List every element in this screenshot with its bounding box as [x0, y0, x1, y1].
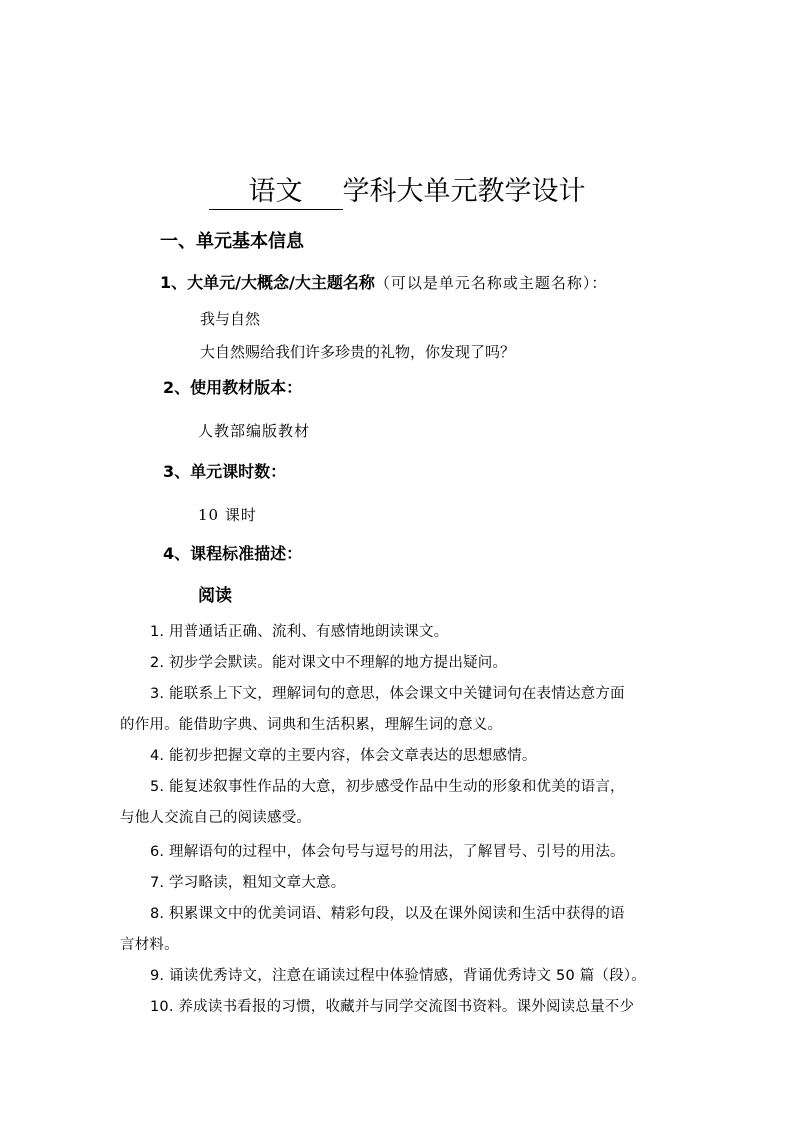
standard-line: 9. 诵读优秀诗文，注意在诵读过程中体验情感，背诵优秀诗文 50 篇（段）。 [150, 968, 646, 984]
document-title [0, 172, 794, 212]
standard-line: 3. 能联系上下文，理解词句的意思，体会课文中关键词句在表情达意方面 [150, 686, 625, 702]
title-suffix: 学科大单元教学设计 [342, 176, 586, 207]
item2-label: 2、使用教材版本： [163, 378, 303, 397]
standard-line: 10. 养成读书看报的习惯，收藏并与同学交流图书资料。课外阅读总量不少 [150, 999, 635, 1015]
standard-line: 7. 学习略读，粗知文章大意。 [150, 875, 346, 891]
class-hours: 10 课时 [198, 506, 257, 524]
standard-line: 5. 能复述叙事性作品的大意，初步感受作品中生动的形象和优美的语言， [150, 779, 625, 795]
item1-note: （可以是单元名称或主题名称）： [374, 274, 608, 292]
item2-heading [163, 375, 302, 401]
item1-label: 1、大单元/大概念/大主题名称 [160, 273, 375, 292]
section-heading-basic-info: 一、单元基本信息 [160, 231, 304, 252]
item3-label: 3、单元课时数： [163, 462, 287, 481]
standard-line: 与他人交流自己的阅读感受。 [120, 810, 312, 826]
textbook-version: 人教部编版教材 [198, 422, 311, 440]
reading-heading: 阅读 [198, 586, 232, 606]
standard-line: 言材料。 [120, 937, 179, 953]
title-subject: 语文 [209, 175, 343, 210]
standard-line: 8. 积累课文中的优美词语、精彩句段，以及在课外阅读和生活中获得的语 [150, 906, 625, 922]
standard-line: 的作用。能借助字典、词典和生活积累，理解生词的意义。 [120, 717, 503, 733]
item4-heading [163, 541, 302, 567]
standard-line: 2. 初步学会默读。能对课文中不理解的地方提出疑问。 [150, 655, 508, 671]
item3-heading [163, 459, 286, 485]
item4-label: 4、课程标准描述： [163, 544, 303, 563]
unit-theme-question: 大自然赐给我们许多珍贵的礼物，你发现了吗？ [200, 343, 516, 361]
standard-line: 4. 能初步把握文章的主要内容，体会文章表达的思想感情。 [150, 748, 537, 764]
item1-heading [160, 270, 607, 296]
unit-name: 我与自然 [200, 310, 261, 328]
standard-line: 6. 理解语句的过程中，体会句号与逗号的用法，了解冒号、引号的用法。 [150, 844, 625, 860]
standard-line: 1. 用普通话正确、流利、有感情地朗读课文。 [150, 624, 449, 640]
